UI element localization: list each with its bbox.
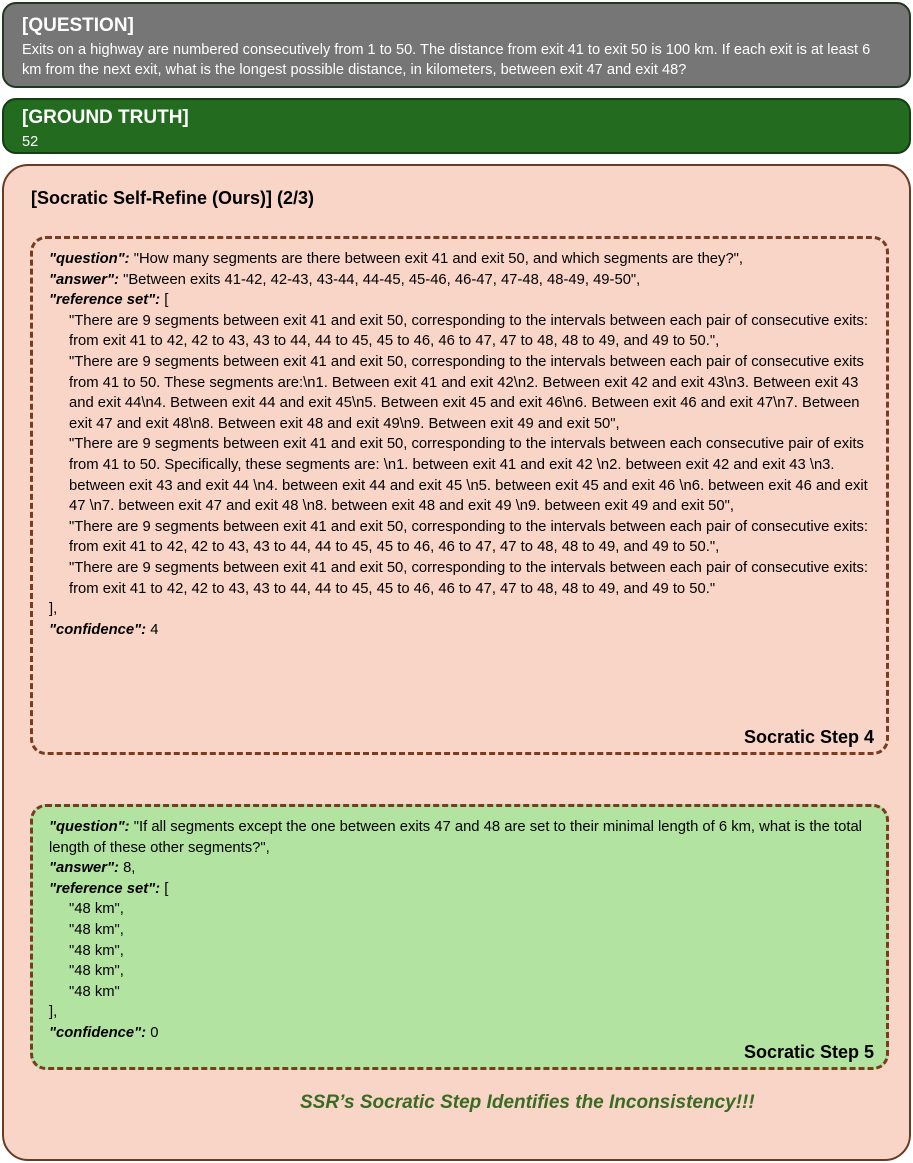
- step5-refset-open: [: [160, 880, 169, 897]
- step5-confidence-line: [49, 1023, 870, 1044]
- footnote: SSR’s Socratic Step Identifies the Inconsistency!!!: [300, 1092, 755, 1113]
- step5-question-line: [49, 817, 870, 858]
- step5-ref-1: "48 km",: [69, 901, 124, 918]
- question-heading: [QUESTION]: [22, 15, 134, 36]
- panel-title: [Socratic Self-Refine (Ours)] (2/3): [31, 188, 315, 208]
- step4-answer-line: [49, 270, 870, 291]
- step5-ref-2: "48 km",: [69, 921, 124, 938]
- step4-answer-key: "answer":: [49, 271, 119, 288]
- step5-confidence-value: 0: [146, 1024, 159, 1041]
- step4-question-line: [49, 249, 870, 270]
- step4-confidence-key: "confidence":: [49, 621, 147, 638]
- step5-label: Socratic Step 5: [743, 1042, 874, 1063]
- step5-question-key: "question":: [49, 819, 130, 835]
- step4-ref-5: "There are 9 segments between exit 41 and exit 50, corresponding to the intervals between each pair of consecutive exits: from exit 41 to 42, 42 to 43, 43 to 44, 44 to 45, 45 to 46, 46 to 47, 47 to 48, 48 to 49, and 49 to 50.": [69, 559, 868, 597]
- ground-truth-heading: [GROUND TRUTH]: [22, 107, 189, 128]
- step5-confidence-key: "confidence":: [49, 1024, 147, 1041]
- step4-refset-key: "reference set":: [49, 292, 161, 309]
- step5-ref-4: "48 km",: [69, 963, 124, 980]
- step4-ref-2: "There are 9 segments between exit 41 and exit 50, corresponding to the intervals between each pair of consecutive exits from 41 to 50. These segments are:\n1. Between exit 41 and exit 42\n2. Between exit 42 and exit 43\n3. Between exit 43 and exit 44\n4. Between exit 44 and exit 45\n5. Between exit 45 and exit 46\n6. Between exit 46 and exit 47\n7. Between exit 47 and exit 48\n8. Between exit 48 and exit 49\n9. Between exit 49 and exit 50",: [69, 353, 864, 432]
- step4-ref-3: "There are 9 segments between exit 41 and exit 50, corresponding to the intervals between each consecutive pair of exits from 41 to 50. Specifically, these segments are: \n1. between exit 41 and exit 42 \n2. between exit 42 and exit 43 \n3. between exit 43 and exit 44 \n4. between exit 44 and exit 45 \n5. between exit 45 and exit 46 \n6. between exit 46 and exit 47 \n7. between exit 47 and exit 48 \n8. between exit 48 and exit 49 \n9. between exit 49 and exit 50",: [69, 436, 868, 515]
- step4-refset-line: [49, 290, 870, 311]
- step4-answer-value: "Between exits 41-42, 42-43, 43-44, 44-45, 45-46, 46-47, 47-48, 48-49, 49-50",: [118, 271, 641, 288]
- step5-answer-value: 8,: [118, 860, 136, 877]
- step5-ref-3: "48 km",: [69, 942, 124, 959]
- step4-ref-4: "There are 9 segments between exit 41 and exit 50, corresponding to the intervals between each pair of consecutive exits: from exit 41 to 42, 42 to 43, 43 to 44, 44 to 45, 45 to 46, 46 to 47, 47 to 48, 48 to 49, and 49 to 50.",: [69, 518, 868, 556]
- step5-ref-5: "48 km": [69, 983, 120, 1000]
- step4-refset-close: ],: [49, 601, 58, 618]
- socratic-step-4: [30, 236, 889, 755]
- question-text: Exits on a highway are numbered consecutively from 1 to 50. The distance from exit 41 to exit 50 is 100 km. If each exit is at least 6 km from the next exit, what is the longest possible distance, in kilometers, between exit 47 and exit 48?: [22, 42, 871, 78]
- step4-question-key: "question":: [49, 251, 130, 267]
- step4-question-value: "How many segments are there between exit 41 and exit 50, and which segments are they?",: [129, 251, 744, 267]
- step4-confidence-line: [49, 620, 870, 641]
- ground-truth-value: 52: [22, 134, 39, 150]
- step5-answer-line: [49, 858, 870, 879]
- step4-confidence-value: 4: [146, 621, 159, 638]
- socratic-step-5: [30, 804, 889, 1070]
- step5-refset-close: ],: [49, 1004, 58, 1021]
- step5-refset-key: "reference set":: [49, 880, 161, 897]
- ground-truth-box: [2, 98, 911, 154]
- socratic-panel: [2, 164, 911, 1161]
- step4-refset-open: [: [160, 292, 169, 309]
- question-box: [2, 2, 911, 88]
- step5-question-value: "If all segments except the one between exits 47 and 48 are set to their minimal length of 6 km, what is the total length of these other segments?",: [49, 819, 862, 856]
- step4-ref-1: "There are 9 segments between exit 41 and exit 50, corresponding to the intervals between each pair of consecutive exits: from exit 41 to 42, 42 to 43, 43 to 44, 44 to 45, 45 to 46, 46 to 47, 47 to 48, 48 to 49, and 49 to 50.",: [69, 312, 868, 350]
- step5-refset-line: [49, 879, 870, 900]
- step4-label: Socratic Step 4: [743, 727, 874, 748]
- step5-answer-key: "answer":: [49, 860, 119, 877]
